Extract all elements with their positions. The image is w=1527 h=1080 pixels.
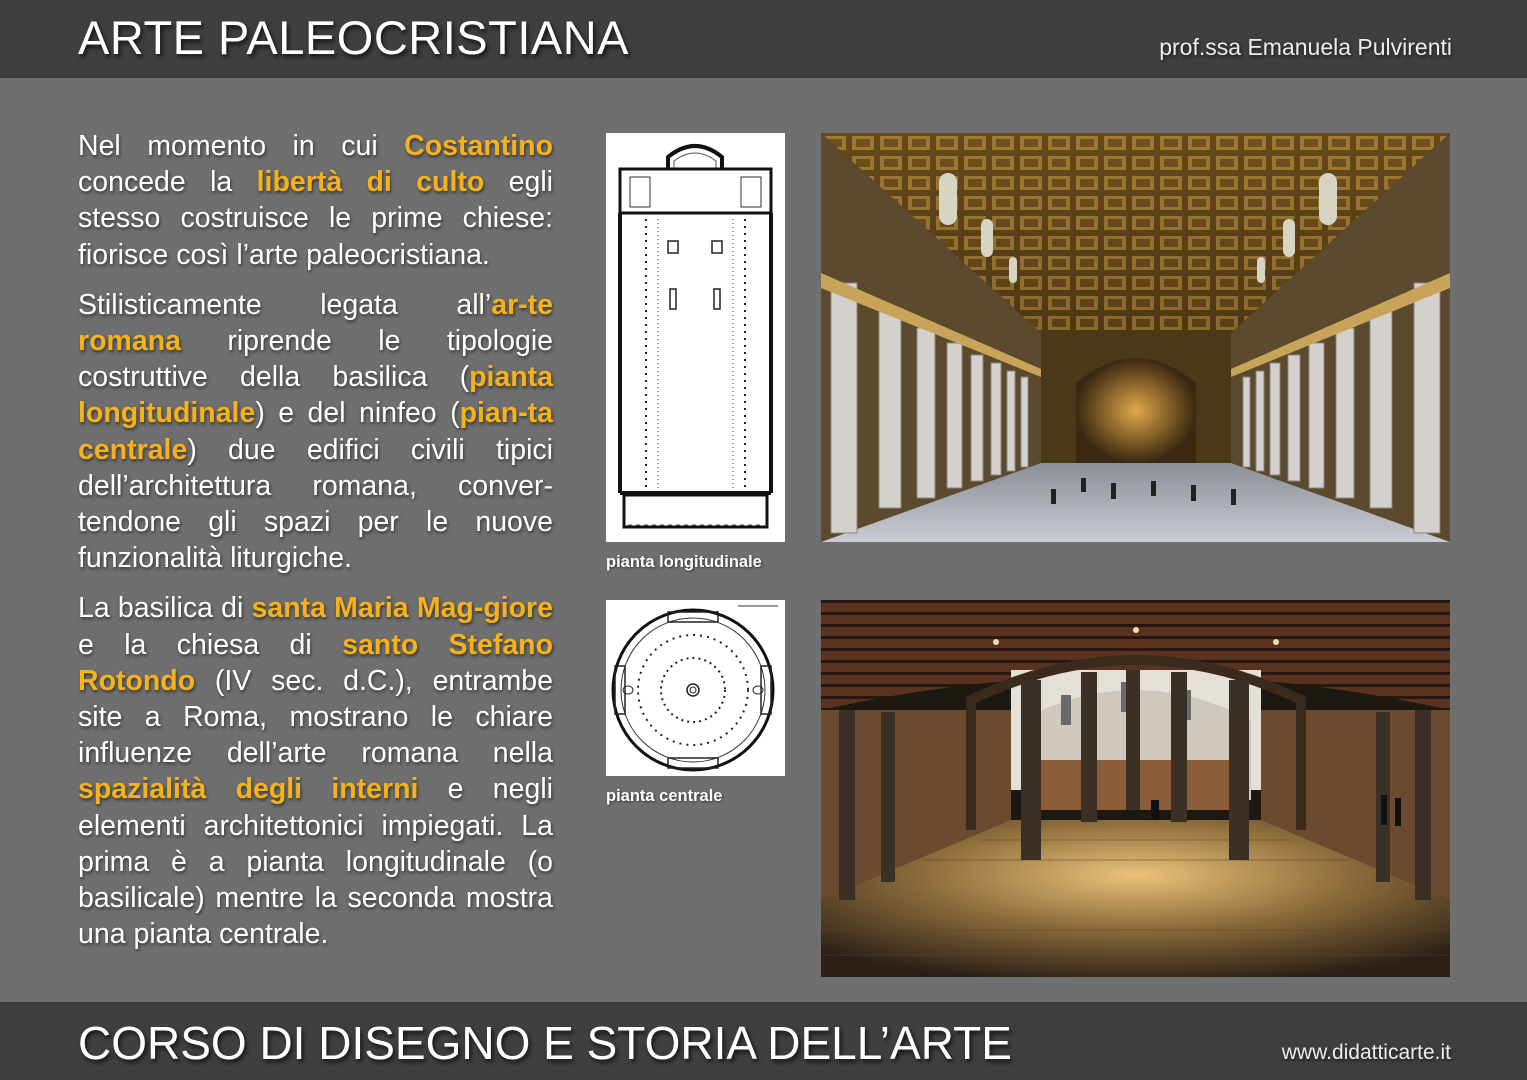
highlight-santo-stefano-rotondo: santo Stefano Rotondo xyxy=(78,628,554,697)
footer-bar xyxy=(0,1002,1527,1080)
highlight-pianta-centrale: pian-ta centrale xyxy=(78,397,553,466)
page-title: ARTE PALEOCRISTIANA xyxy=(78,11,630,64)
highlight-costantino: Costantino xyxy=(404,130,553,162)
text-run: e negli elementi architettonici impiegati. La prima è a pianta longitudinale (o basilicale) mentre la seconda mostra una pianta centrale. xyxy=(78,773,554,951)
body-text xyxy=(78,128,553,966)
text-run: concede la xyxy=(78,166,257,199)
paragraph-1 xyxy=(78,128,553,273)
caption-central-plan: pianta centrale xyxy=(606,787,723,805)
text-run: (IV sec. d.C.), entrambe site a Roma, mostrano le chiare influenze dell’arte romana nella xyxy=(78,664,553,770)
longitudinal-plan-drawing xyxy=(606,133,785,542)
highlight-arte-romana: ar-te romana xyxy=(78,288,553,358)
santo-stefano-rotondo-photo xyxy=(821,600,1450,977)
caption-longitudinal-plan: pianta longitudinale xyxy=(606,553,762,571)
author-name: prof.ssa Emanuela Pulvirenti xyxy=(1159,34,1452,60)
text-run: Stilisticamente legata all’ xyxy=(78,288,492,321)
website-link[interactable]: www.didatticarte.it xyxy=(1281,1041,1451,1064)
highlight-spazialita-degli-interni: spazialità degli interni xyxy=(78,773,419,806)
text-run: La basilica di xyxy=(78,592,252,625)
text-run: riprende le tipologie costruttive della basilica ( xyxy=(78,325,553,394)
paragraph-3 xyxy=(78,590,553,952)
santa-maria-maggiore-photo xyxy=(821,133,1450,542)
highlight-liberta-di-culto: libertà di culto xyxy=(256,166,485,199)
central-plan-drawing xyxy=(606,600,785,776)
highlight-santa-maria-maggiore: santa Maria Mag-giore xyxy=(251,592,553,625)
paragraph-2 xyxy=(78,287,553,577)
text-run: Nel momento in cui xyxy=(78,130,405,162)
highlight-pianta-longitudinale: pianta longitudinale xyxy=(78,361,553,430)
text-run: egli stesso costruisce le prime chiese: fiorisce così l’arte paleocristiana. xyxy=(78,166,553,271)
text-run: e la chiesa di xyxy=(78,628,343,661)
header-bar xyxy=(0,0,1527,78)
course-title: CORSO DI DISEGNO E STORIA DELL’ARTE xyxy=(78,1017,1012,1069)
text-run: ) due edifici civili tipici dell’architettura romana, conver-tendone gli spazi per le nuove funzionalità liturgiche. xyxy=(78,433,553,575)
text-run: ) e del ninfeo ( xyxy=(255,397,460,430)
